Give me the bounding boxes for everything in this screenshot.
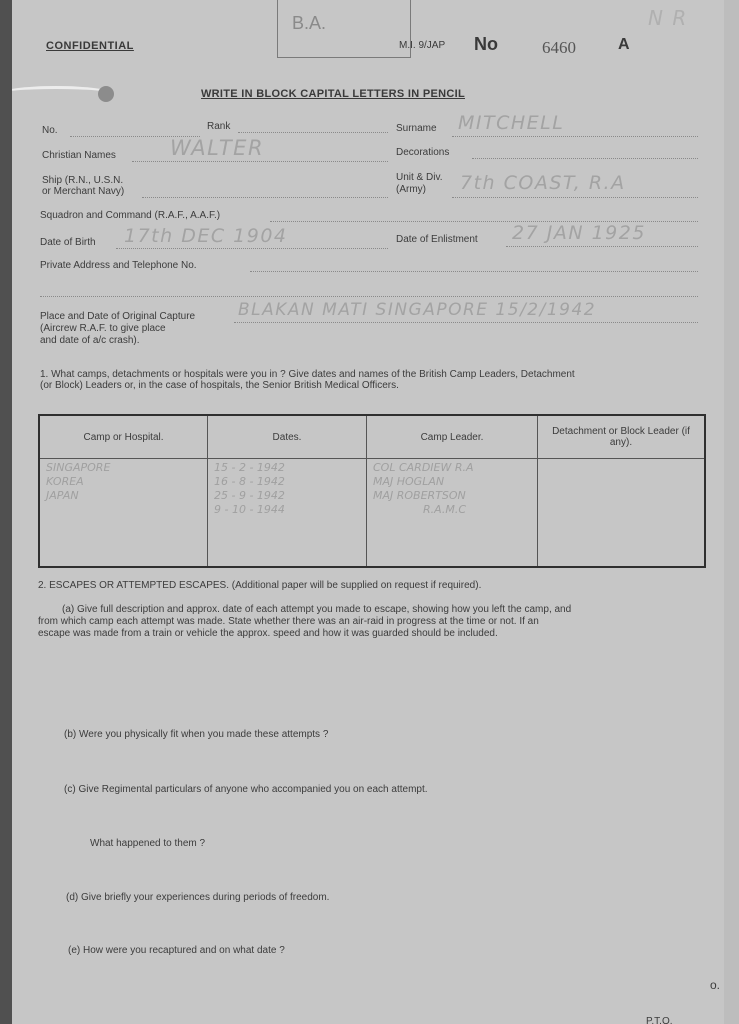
leader-entry: MAJ HOGLAN: [373, 475, 445, 488]
punch-hole: [98, 86, 114, 102]
rank-label: Rank: [207, 121, 231, 132]
questionnaire-page: [12, 0, 724, 1024]
instruction-heading: WRITE IN BLOCK CAPITAL LETTERS IN PENCIL: [201, 88, 465, 100]
address-line: [250, 271, 698, 272]
christian-names-label: Christian Names: [42, 150, 116, 161]
document-number: 6460: [542, 38, 576, 57]
dob-label: Date of Birth: [40, 237, 96, 248]
question-2c-followup: What happened to them ?: [90, 838, 206, 849]
stamp-text: B.A.: [292, 13, 327, 33]
surname-line: [452, 136, 698, 137]
rank-line: [238, 132, 388, 133]
question-2a-line-3: escape was made from a train or vehicle the approx. speed and how it was guarded should be included.: [38, 628, 498, 639]
date-entry: 9 - 10 - 1944: [214, 503, 285, 516]
page-mark: o.: [710, 978, 721, 992]
question-1-line-2: (or Block) Leaders or, in the case of hospitals, the Senior British Medical Officers.: [40, 380, 399, 391]
question-2b: (b) Were you physically fit when you made these attempts ?: [64, 729, 329, 740]
squadron-label: Squadron and Command (R.A.F., A.A.F.): [40, 210, 221, 221]
question-2e: (e) How were you recaptured and on what date ?: [68, 945, 285, 956]
ship-line: [142, 197, 388, 198]
address-label: Private Address and Telephone No.: [40, 260, 197, 271]
dates-column-header: Dates.: [208, 415, 367, 459]
binding-string: [12, 86, 112, 101]
camps-table: [38, 414, 706, 568]
no-label: No.: [42, 125, 58, 136]
ship-label-2: or Merchant Navy): [42, 186, 125, 197]
leaders-cell: [367, 459, 538, 568]
dob-line: [116, 248, 388, 249]
camps-table-header-row: [39, 415, 705, 459]
question-2d: (d) Give briefly your experiences during periods of freedom.: [66, 892, 330, 903]
unit-label-2: (Army): [396, 184, 426, 195]
corner-mark: N R: [648, 6, 688, 30]
ship-label-1: Ship (R.N., U.S.N.: [42, 175, 124, 186]
camp-entry: SINGAPORE: [46, 461, 111, 474]
page-edge: [724, 0, 739, 1024]
question-2a-line-1: (a) Give full description and approx. date of each attempt you made to escape, showing how you left the camp, and: [62, 604, 572, 615]
dob-value: 17th DEC 1904: [124, 225, 288, 247]
date-entry: 16 - 8 - 1942: [214, 475, 285, 488]
detachment-cell: [538, 459, 706, 568]
leader-entry: R.A.M.C: [423, 503, 467, 516]
pto-mark: P.T.O.: [646, 1016, 673, 1024]
enlistment-line: [506, 246, 698, 247]
classification-label: CONFIDENTIAL: [46, 40, 134, 52]
capture-label-1: Place and Date of Original Capture: [40, 311, 196, 322]
decorations-line: [472, 158, 698, 159]
enlistment-value: 27 JAN 1925: [512, 222, 646, 244]
capture-line: [234, 322, 698, 323]
christian-names-line: [132, 161, 388, 162]
mi-reference: M.I. 9/JAP: [399, 40, 446, 51]
question-2c: (c) Give Regimental particulars of anyone who accompanied you on each attempt.: [64, 784, 428, 795]
unit-label-1: Unit & Div.: [396, 172, 443, 183]
surname-value: MITCHELL: [458, 112, 565, 134]
capture-label-2: (Aircrew R.A.F. to give place: [40, 323, 166, 334]
number-label: No: [474, 34, 498, 54]
leader-entry: COL CARDIEW R.A: [373, 461, 474, 474]
detachment-column-header: Detachment or Block Leader (if any).: [538, 415, 706, 459]
document-suffix: A: [618, 36, 630, 53]
camp-leader-column-header: Camp Leader.: [367, 415, 538, 459]
christian-names-value: WALTER: [170, 136, 265, 160]
camp-entry: KOREA: [46, 475, 84, 488]
question-2-heading: 2. ESCAPES OR ATTEMPTED ESCAPES. (Additional paper will be supplied on request if required).: [38, 580, 482, 591]
capture-label-3: and date of a/c crash).: [40, 335, 140, 346]
camps-table-row: [39, 459, 705, 568]
date-entry: 25 - 9 - 1942: [214, 489, 285, 502]
surname-label: Surname: [396, 123, 437, 134]
unit-value: 7th COAST, R.A: [460, 172, 626, 194]
office-stamp: [277, 0, 411, 58]
camp-column-header: Camp or Hospital.: [39, 415, 208, 459]
dates-cell: [208, 459, 367, 568]
unit-line: [452, 197, 698, 198]
question-2a-line-2: from which camp each attempt was made. State whether there was an air-raid in progress at the time or not. If an: [38, 616, 539, 627]
question-1-line-1: 1. What camps, detachments or hospitals were you in ? Give dates and names of the British Camp Leaders, Detachment: [40, 369, 575, 380]
camps-cell: [39, 459, 208, 568]
leader-entry: MAJ ROBERTSON: [373, 489, 466, 502]
decorations-label: Decorations: [396, 147, 450, 158]
enlistment-label: Date of Enlistment: [396, 234, 478, 245]
capture-value: BLAKAN MATI SINGAPORE 15/2/1942: [238, 300, 597, 320]
date-entry: 15 - 2 - 1942: [214, 461, 285, 474]
address-line-2: [40, 296, 698, 297]
camp-entry: JAPAN: [46, 489, 79, 502]
